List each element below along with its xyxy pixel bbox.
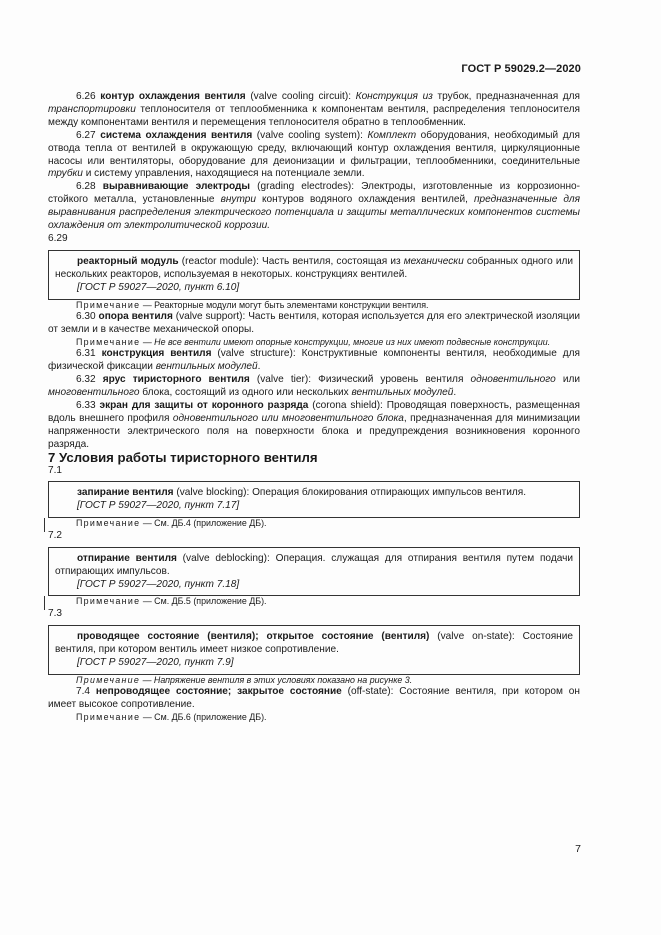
text: Электроды, изготовленные из коррозионно-стойкого металла, установленные	[48, 181, 581, 206]
text: и систему управления, находящиеся на потенциале земли.	[82, 168, 365, 180]
term-english: (valve deblocking):	[176, 552, 276, 564]
note-text: — Реакторные модули могут быть элементами конструкции вентиля.	[140, 299, 429, 310]
term: отпирание вентиля	[77, 552, 177, 564]
clause-6-30	[48, 311, 580, 337]
term: непроводящее состояние; закрытое состояние	[95, 686, 342, 698]
note-text: — См. ДБ.6 (приложение ДБ).	[140, 711, 267, 722]
term: запирание вентиля	[77, 487, 174, 499]
clause-7-1-box	[48, 481, 580, 518]
term-english: (valve blocking):	[173, 487, 253, 499]
term: реакторный модуль	[77, 255, 179, 267]
section-heading: 7 Условия работы тиристорного вентиля	[48, 449, 318, 465]
text: Конструктивные компоненты вентиля, необходимые для физической фиксации	[48, 348, 580, 373]
text: Часть вентиля, состоящая из	[262, 255, 404, 267]
clause-number: 6.26	[76, 91, 96, 102]
term-english: (valve cooling system):	[252, 129, 368, 141]
term: выравнивающие электроды	[102, 181, 251, 193]
text: Состояние вентиля, при котором вентиль имеет низкое сопротивление.	[55, 630, 573, 655]
text: контуров водяного охлаждения вентилей,	[255, 194, 474, 206]
note-label: Примечание	[76, 596, 141, 607]
text-italic: одновентильного	[470, 374, 556, 386]
clause-7-3-number: 7.3	[48, 607, 63, 619]
clause-6-33	[48, 400, 580, 452]
text-italic: Комплект	[367, 129, 417, 141]
clause-6-27	[48, 130, 580, 182]
term: опора вентиля	[98, 311, 173, 323]
clause-6-26	[48, 91, 580, 130]
text: оборудования, необходимый для отвода тепла от вентилей в окружающую среду, включающий контур охлаждения вентиля, циркуляционные насосы или вентиляторы, оборудование для деионизации и фильтрации, теплообменники, соединительные	[48, 129, 580, 167]
note-6-30	[48, 337, 580, 349]
clause-number: 7.4	[76, 686, 91, 698]
text-italic: трубки	[48, 168, 83, 180]
term-english: (corona shield):	[308, 400, 387, 412]
clause-number: 6.33	[76, 400, 96, 412]
clause-number: 6.28	[76, 181, 96, 193]
source-reference: [ГОСТ Р 59027—2020, пункт 6.10]	[77, 281, 240, 293]
term-english: (off-state):	[341, 686, 400, 698]
clause-number: 6.32	[76, 374, 96, 386]
clause-7-1-number: 7.1	[48, 464, 63, 476]
text: .	[257, 361, 261, 373]
note-label: Примечание	[76, 674, 141, 685]
text: или	[555, 374, 580, 386]
clause-6-29-number: 6.29	[48, 232, 68, 244]
term: система охлаждения вентиля	[100, 129, 253, 141]
clause-6-28	[48, 181, 580, 233]
text-italic: вентильных модулей	[351, 387, 454, 399]
term: конструкция вентиля	[101, 348, 212, 360]
clause-6-29-box	[48, 250, 580, 300]
note-7-3	[48, 675, 580, 687]
note-text: — См. ДБ.5 (приложение ДБ).	[140, 596, 267, 607]
clause-7-2-number: 7.2	[48, 529, 63, 541]
clause-number: 6.31	[76, 348, 96, 360]
text-italic: внутри	[220, 194, 256, 206]
text-italic: механически	[403, 255, 464, 267]
term-english: (valve support):	[172, 311, 249, 323]
text-italic: предназначенные для выравнивания распределения электрического потенциала и защиты металлических компонентов системы охлаждения от электролитической коррозии.	[48, 194, 581, 232]
text: Состояние вентиля, при котором он имеет высокое сопротивление.	[48, 686, 580, 710]
text: Часть вентиля, которая используется для его электрической изоляции от земли и в качестве механической опоры.	[48, 311, 580, 335]
note-text: — Напряжение вентиля в этих условиях показано на рисунке 3.	[140, 674, 413, 685]
source-reference: [ГОСТ Р 59027—2020, пункт 7.17]	[77, 500, 240, 512]
note-7-2	[48, 596, 580, 608]
text: собранных одного или нескольких реакторов, используемая в некоторых. конструкциях вентилей.	[55, 255, 574, 280]
term: экран для защиты от коронного разряда	[99, 400, 309, 412]
text: блока, состоящий из одного или нескольких	[139, 387, 352, 399]
page-number: 7	[575, 843, 581, 855]
text-italic: вентильных модулей	[155, 361, 258, 373]
text-italic: многовентильного	[48, 387, 140, 399]
clause-7-3-box	[48, 625, 580, 675]
source-reference: [ГОСТ Р 59027—2020, пункт 7.18]	[77, 578, 240, 590]
term-english: (grading electrodes):	[250, 181, 362, 193]
text: Физический уровень вентиля	[318, 374, 471, 386]
document-body	[48, 91, 580, 723]
note-6-29	[48, 300, 580, 312]
text: трубок, предназначенная для	[432, 91, 581, 102]
note-label: Примечание	[76, 336, 141, 347]
clause-6-31	[48, 348, 580, 374]
clause-6-32	[48, 374, 580, 400]
term: проводящее состояние (вентиля); открытое состояние (вентиля)	[77, 630, 430, 642]
clause-number: 6.27	[76, 129, 96, 141]
clause-7-2-box	[48, 547, 580, 597]
text: Проводящая поверхность, размещенная вдоль внешнего профиля	[48, 400, 580, 424]
note-7-4	[48, 712, 580, 724]
note-label: Примечание	[76, 299, 141, 310]
term-english: (valve structure):	[211, 348, 302, 360]
note-text: — См. ДБ.4 (приложение ДБ).	[140, 518, 267, 529]
text-italic: транспортировки	[48, 103, 136, 115]
text: .	[453, 387, 457, 399]
note-label: Примечание	[76, 518, 141, 529]
document-header: ГОСТ Р 59029.2—2020	[461, 63, 581, 75]
text: Операция блокирования отпирающих импульсов вентиля.	[252, 487, 527, 499]
term-english: (reactor module):	[178, 255, 263, 267]
text: , предназначенная для минимизации напряженности электрического поля на поверхности блока и предупреждения возникновения коронного разряда.	[48, 412, 581, 450]
term-english: (valve cooling circuit):	[245, 91, 356, 102]
source-reference: [ГОСТ Р 59027—2020, пункт 7.9]	[77, 656, 234, 668]
clause-number: 6.30	[76, 311, 96, 323]
term-english: (valve on-state):	[429, 630, 523, 642]
text: теплоносителя от теплообменника к компонентам вентиля, распределения теплоносителя между компонентами вентиля и перемещения теплоносителя обратно в теплообменник.	[48, 103, 580, 128]
note-text: — Не все вентили имеют опорные конструкции, многие из них имеют подвесные конструкции.	[140, 336, 551, 347]
clause-7-4	[48, 686, 580, 712]
term: контур охлаждения вентиля	[100, 91, 246, 102]
text-italic: одновентильного или многовентильного блока	[172, 412, 404, 424]
note-label: Примечание	[76, 711, 141, 722]
term-english: (valve tier):	[249, 374, 319, 386]
term: ярус тиристорного вентиля	[102, 374, 250, 386]
note-7-1	[48, 518, 580, 530]
text: Операция. служащая для отпирания вентиля путем подачи отпирающих импульсов.	[55, 552, 573, 577]
text-italic: Конструкция из	[355, 91, 433, 102]
